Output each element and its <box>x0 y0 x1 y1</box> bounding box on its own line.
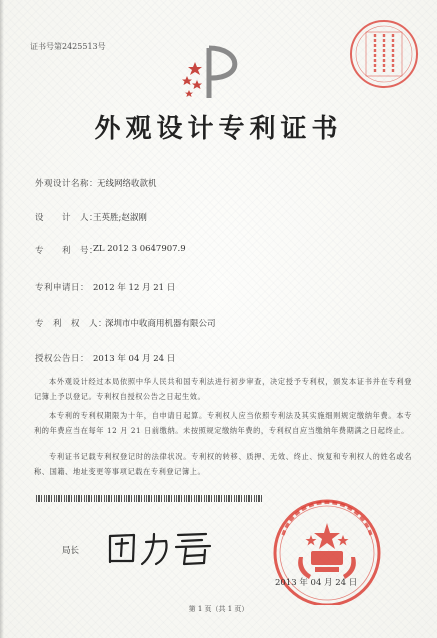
grant-date-label: 授权公告日： <box>35 354 90 364</box>
small-seal-stamp <box>348 18 420 90</box>
national-ip-office-seal <box>259 493 395 605</box>
patent-office-logo <box>179 42 259 102</box>
page-footer: 第 1 页（共 1 页） <box>188 605 249 613</box>
certificate-title: 外观设计专利证书 <box>94 114 343 144</box>
grant-date-value: 2013 年 04 月 24 日 <box>93 354 176 364</box>
patent-number-value: ZL 2012 3 0647907.9 <box>93 244 186 254</box>
patent-number-label: 专 利 号： <box>35 246 99 256</box>
designer-value: 王英胜;赵淑刚 <box>93 213 147 223</box>
design-name-label: 外观设计名称： <box>35 179 99 189</box>
application-date-value: 2012 年 12 月 21 日 <box>93 283 176 293</box>
page-edge-shadow <box>0 0 4 638</box>
barcode <box>36 495 264 502</box>
statement-paragraph-3: 专利证书记载专利权登记时的法律状况。专利权的转移、质押、无效、终止、恢复和专利权人的姓名或名称、国籍、地址变更等事项记载在专利登记簿上。 <box>34 452 412 476</box>
seal-date: 2013 年 04 月 24 日 <box>275 578 358 588</box>
statement-paragraph-2: 本专利的专利权期限为十年，自申请日起算。专利权人应当依照专利法及其实施细则规定缴纳年费。本专利的年费应当在每年 12 月 21 日前缴纳。未按照规定缴纳年费的，专利权自应当缴纳年费期满之日起终止。 <box>34 411 412 435</box>
certificate-number: 证书号第2425513号 <box>30 42 106 51</box>
design-name-value: 无线网络收款机 <box>97 179 157 189</box>
statement-paragraph-1: 本外观设计经过本局依照中华人民共和国专利法进行初步审查，决定授予专利权，颁发本证书并在专利登记簿上予以登记。专利权自授权公告之日起生效。 <box>34 377 412 401</box>
designer-label: 设 计 人： <box>35 213 99 223</box>
director-signature <box>106 528 216 568</box>
patentee-label: 专 利 权 人： <box>35 319 108 329</box>
director-label: 局长 <box>62 546 80 556</box>
patentee-value: 深圳市中收商用机器有限公司 <box>105 319 216 329</box>
application-date-label: 专利申请日： <box>35 283 90 293</box>
